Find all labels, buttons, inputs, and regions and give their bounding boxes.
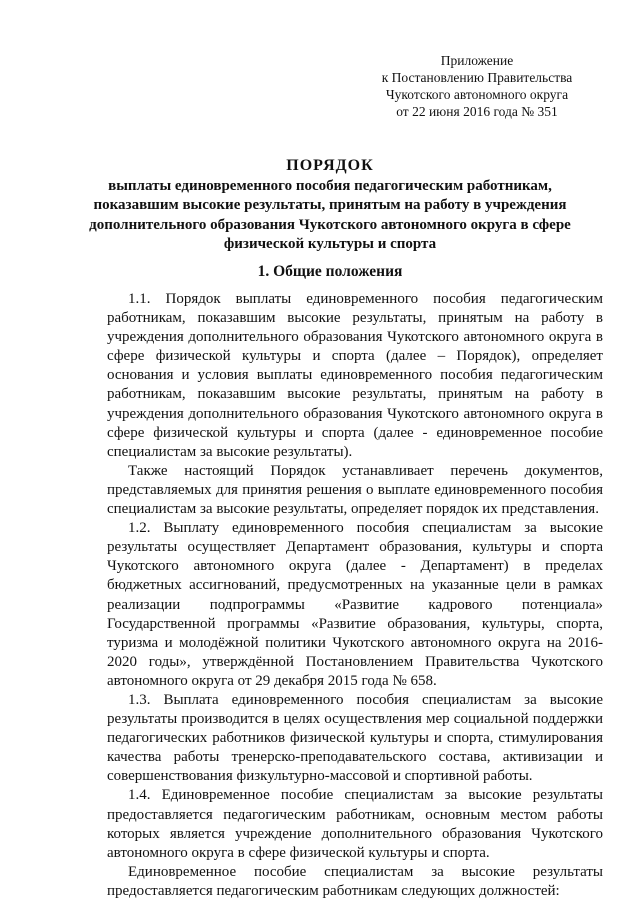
appendix-header bbox=[372, 52, 582, 120]
paragraph-1-4-b: Единовременное пособие специалистам за высокие результаты предоставляется педагогическим работникам следующих должностей: bbox=[107, 863, 603, 899]
title-subtitle bbox=[60, 177, 600, 254]
title-line-3: дополнительного образования Чукотского автономного округа в сфере bbox=[89, 216, 571, 233]
appendix-line-2: к Постановлению Правительства bbox=[381, 70, 573, 85]
paragraph-1-1-b: Также настоящий Порядок устанавливает перечень документов, представляемых для принятия решения о выплате единовременного пособия специалистам за высокие результаты, определяет порядок их представления. bbox=[107, 462, 603, 518]
paragraph-1-1: 1.1. Порядок выплаты единовременного пособия педагогическим работникам, показавшим высокие результаты, принятым на работу в учреждения дополнительного образования Чукотского автономного округа в сфере физической культуры и спорта (далее – Порядок), определяет основания и условия выплаты единовременного пособия педагогическим работникам, показавшим высокие результаты, принятым на работу в учреждения дополнительного образования Чукотского автономного округа в сфере физической культуры и спорта (далее - единовременное пособие специалистам за высокие результаты). bbox=[107, 291, 603, 460]
appendix-line-4: от 22 июня 2016 года № 351 bbox=[396, 104, 558, 119]
section-heading-general: 1. Общие положения bbox=[257, 263, 403, 280]
document-title bbox=[60, 156, 600, 254]
title-line-1: выплаты единовременного пособия педагогическим работникам, bbox=[108, 178, 552, 194]
paragraph-1-2: 1.2. Выплату единовременного пособия специалистам за высокие результаты осуществляет Департамент образования, культуры и спорта Чукотского автономного округа (далее - Департамент) в пределах бюджетных ассигнований, предусмотренных на указанные цели в рамках реализации подпрограммы «Развитие кадрового потенциала» Государственной программы «Развитие образования, культуры, спорта, туризма и молодёжной политики Чукотского автономного округа на 2016-2020 годы», утверждённой Постановлением Правительства Чукотского автономного округа от 29 декабря 2015 года № 658. bbox=[107, 520, 603, 689]
title-line-2: показавшим высокие результаты, принятым на работу в учреждения bbox=[93, 197, 567, 214]
title-line-4: физической культуры и спорта bbox=[223, 235, 437, 252]
document-body bbox=[107, 290, 603, 901]
paragraph-1-3: 1.3. Выплата единовременного пособия специалистам за высокие результаты производится в целях осуществления мер социальной поддержки педагогических работников физической культуры и спорта, стимулирования качества работы тренерско-преподавательского состава, активизации и совершенствования физкультурно-массовой и спортивной работы. bbox=[107, 691, 603, 785]
appendix-line-3: Чукотского автономного округа bbox=[385, 87, 569, 102]
paragraph-1-4: 1.4. Единовременное пособие специалистам за высокие результаты предоставляется педагогическим работникам, основным местом работы которых является учреждение дополнительного образования Чукотского автономного округа в сфере физической культуры и спорта. bbox=[107, 787, 603, 861]
title-main: ПОРЯДОК bbox=[286, 157, 374, 174]
appendix-line-1: Приложение bbox=[440, 53, 514, 68]
